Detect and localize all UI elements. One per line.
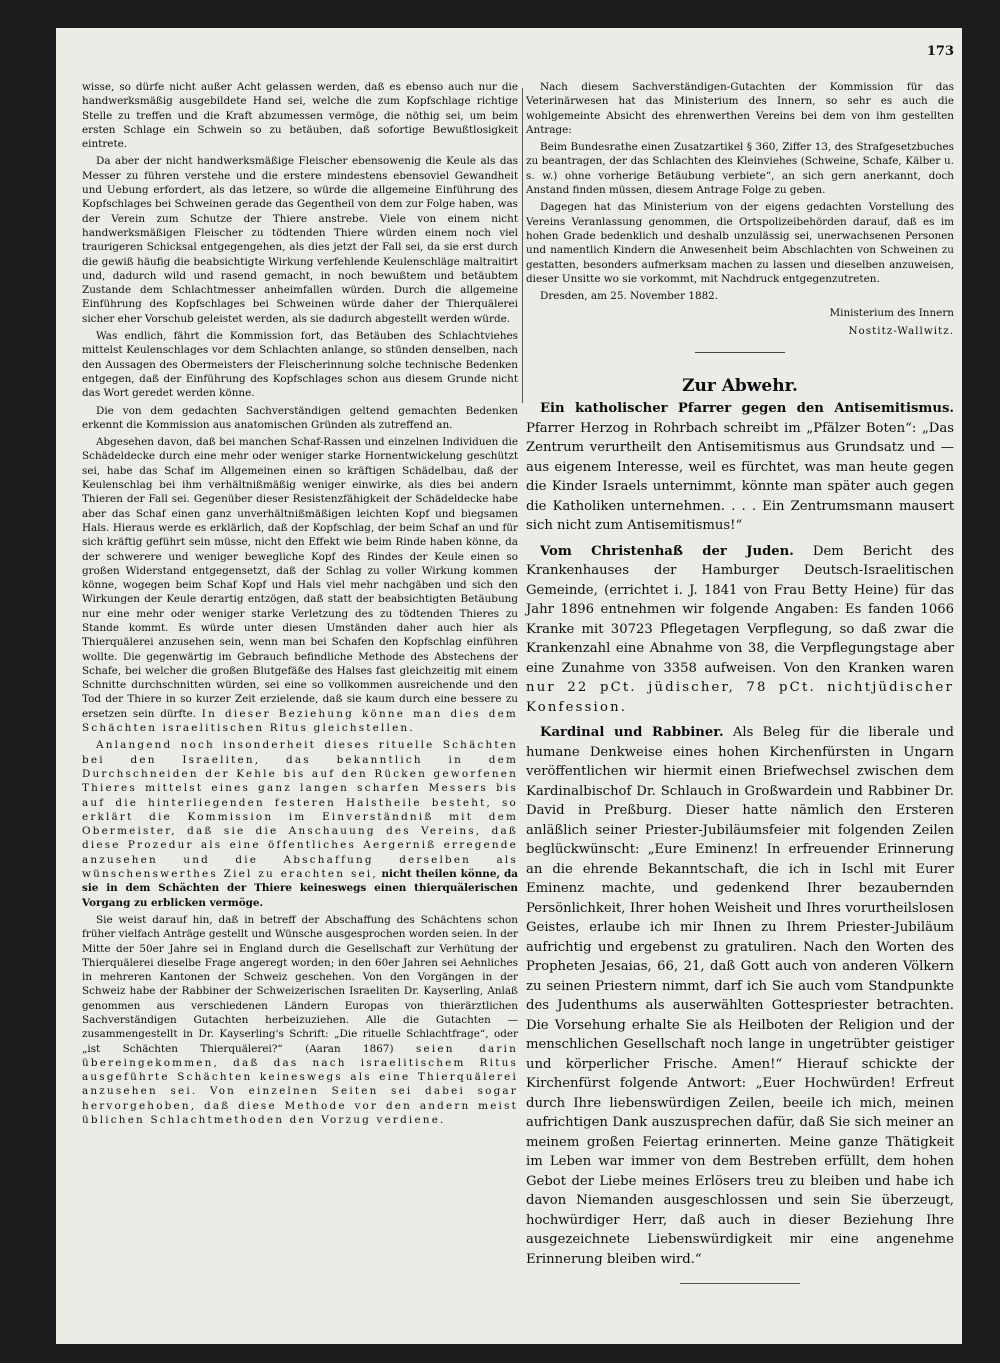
article xyxy=(526,723,954,1269)
paragraph-text: Sie weist darauf hin, daß in betreff der Abschaffung des Schächtens schon früher vielfach Anträge gestellt und Wünsche ausgesprochen worden seien. In der Mitte der 50er Jahre sei in England durch die Gesellschaft zur Verhütung der Thierquälerei dieselbe Frage angeregt worden; in den 60er Jahren sei Aehnliches in mehreren Kantonen der Schweiz geschehen. Von den Vorgängen in der Schweiz habe der Rabbiner der Schweizerischen Israeliten Dr. Kayserling, Anlaß genommen aus verschiedenen Ländern Europas von thierärztlichen Sachverständigen Gutachten herbeizuziehen. Alle die Gutachten — zusammengestellt in Dr. Kayserling's Schrift: „Die rituelle Schlachtfrage“, oder „ist Schächten Thierquälerei?“ (Aaran 1867) xyxy=(82,913,518,1055)
dateline: Dresden, am 25. November 1882. xyxy=(540,290,719,303)
article-heading: Kardinal und Rabbiner. xyxy=(540,725,724,741)
spaced-text: Anlangend noch insonderheit dieses rituelle Schächten bei den Israeliten, das bekanntlich in dem Durchschneiden der Kehle bis auf den Rücken geworfenen Thieres mittelst eines ganz langen scharfen Messers bis auf die hinterliegenden festeren Halstheile besteht, so erklärt die Kommission im Einverständniß mit dem Obermeister, daß sie die Anschauung des Vereins, daß diese Prozedur als eine öffentliches Aergerniß erregende anzusehen und die Abschaffung derselben als wünschenswerthes Ziel zu erachten sei, xyxy=(82,739,518,881)
article-body: Pfarrer Herzog in Rohrbach schreibt im „Pfälzer Boten“: „Das Zentrum verurtheilt den Antisemitismus aus Grundsatz und — aus eigenem Interesse, weil es fürchtet, was man heute gegen die Kinder Israels unternimmt, könnte man später auch gegen die Katholiken unternehmen. . . . Ein Zentrumsmann mausert sich nicht zum Antisemitismus!“ xyxy=(526,420,954,534)
paragraph: wisse, so dürfe nicht außer Acht gelassen werden, daß es ebenso auch nur die handwerksmäßig ausgebildete Hand sei, welche die zum Kopfschlage richtige Stelle zu treffen und die Kraft abzumessen vermöge, die nöthig sei, um beim ersten Schlage ein Schwein so zu betäuben, daß sofortige Bewußtlosigkeit eintrete. xyxy=(82,81,518,151)
paragraph xyxy=(82,738,518,910)
paragraph: Nach diesem Sachverständigen-Gutachten der Kommission für das Veterinärwesen hat das Ministerium des Innern, so sehr es auch die wohlgemeinte Absicht des ehrenwerthen Vereins bei dem von ihm gestellten Antrage: xyxy=(526,81,954,136)
paragraph: Beim Bundesrathe einen Zusatzartikel § 360, Ziffer 13, des Strafgesetzbuches zu beantragen, der das Schlachten des Kleinviehes (Schweine, Schafe, Kälber u. s. w.) ohne vorherige Betäubung verbiete“, an sich gern anerkannt, doch Anstand finden müssen, diesem Antrage Folge zu geben. xyxy=(526,141,954,197)
spaced-text: nur 22 pCt. jüdischer, 78 pCt. nichtjüdischer Konfession. xyxy=(526,680,954,715)
right-column xyxy=(526,80,954,1284)
signature-name: Nostitz-Wallwitz. xyxy=(848,324,954,337)
left-column xyxy=(82,80,518,1130)
article-heading: Ein katholischer Pfarrer gegen den Antisemitismus. xyxy=(540,401,954,417)
article-body: Als Beleg für die liberale und humane Denkweise eines hohen Kirchenfürsten in Ungarn veröffentlichen wir hiermit einen Briefwechsel zwischen dem Kardinalbischof Dr. Schlauch in Großwardein und Rabbiner Dr. David in Preßburg. Dieser hatte nämlich den Ersteren anläßlich seiner Priester-Jubiläumsfeier mit folgenden Zeilen beglückwünscht: „Eure Eminenz! In erfreuender Erinnerung an die ehrende Bekanntschaft, die ich in Ischl mit Eurer Eminenz machte, und gedenkend Ihrer bezaubernden Persönlichkeit, Ihrer hohen Weisheit und Ihres vorurtheilslosen Geistes, erlaube ich mir Ihnen zu Ihrem Priester-Jubiläum aufrichtig und ergebenst zu gratuliren. Nach den Worten des Propheten Jesaias, 66, 21, daß Gott auch von anderen Völkern zu seinen Priestern nimmt, darf ich Sie auch vom Standpunkte des Judenthums als auserwählten Gottespriester betrachten. Die Vorsehung erhalte Sie als Heilboten der Religion und der menschlichen Gesellschaft noch lange in ungetrübter geistiger und körperlicher Frische. Amen!“ Hierauf schickte der Kirchenfürst folgende Antwort: „Euer Hochwürden! Erfreut durch Ihre liebenswürdigen Zeilen, beeile ich mich, meinen aufrichtigen Dank auszusprechen dafür, daß Sie sich meiner an meinem großen Feiertag erinnerten. Meine ganze Thätigkeit im Leben war immer von dem Bestreben erfüllt, dem hohen Gebot der Liebe meines Erlösers treu zu bleiben und habe ich davon Niemanden ausgeschlossen und sein Sie überzeugt, hochwürdiger Herr, daß auch in dieser Beziehung Ihre ausgezeichnete Liebenswürdigkeit mir eine angenehme Erinnerung bleiben wird.“ xyxy=(526,725,954,1267)
article-body: Dem Bericht des Krankenhauses der Hamburger Deutsch-Israelitischen Gemeinde, (errichtet i. J. 1841 von Frau Betty Heine) für das Jahr 1896 entnehmen wir folgende Angaben: Es fanden 1066 Kranke mit 30723 Pflegetagen Verpflegung, so daß zwar die Krankenzahl eine Abnahme von 38, die Verpflegungstage aber eine Zunahme von 3358 aufweisen. Von den Kranken waren xyxy=(526,543,954,676)
paragraph: Was endlich, fährt die Kommission fort, das Betäuben des Schlachtviehes mittelst Keulenschlages vor dem Schlachten anlange, so stünden denselben, nach den Aussagen des Obermeisters der Fleischerinnung solche technische Bedenken entgegen, daß der Einführung des Kopfschlages schon aus diesem Grunde nicht das Wort geredet werden könne. xyxy=(82,330,518,400)
paragraph: Dagegen hat das Ministerium von der eigens gedachten Vorstellung des Vereins Veranlassung genommen, die Ortspolizeibehörden darauf, daß es im hohen Grade bedenklich und deshalb unzulässig sei, unerwachsenen Personen und namentlich Kindern die Anwesenheit beim Abschlachten von Schweinen zu gestatten, besonders aufmerksam machen zu lassen und dieselben anzuweisen, dieser Unsitte wo sie vorkommt, mit Nachdruck entgegenzutreten. xyxy=(526,201,954,285)
end-rule xyxy=(680,1283,800,1284)
articles xyxy=(526,399,954,1269)
paragraph xyxy=(82,435,518,735)
paragraph xyxy=(82,913,518,1127)
paragraph: Da aber der nicht handwerksmäßige Fleischer ebensowenig die Keule als das Messer zu führen verstehe und die erstere mindestens ebensoviel Gewandheit und Uebung erfordert, als das letzere, so würde die allgemeine Einführung des Kopfschlages bei Schweinen gerade das Gegentheil von dem zur Folge haben, was der Verein zum Schutze der Thiere anstrebe. Viele von einem nicht handwerksmäßigen Fleischer zu tödtenden Thiere würden einem noch viel traurigeren Schicksal entgegengehen, als dies jetzt der Fall sei, da sie erst durch die gewiß häufig die beabsichtigte Wirkung verfehlende Keulenschläge maltraitirt und, dadurch wild und rasend gemacht, in noch bewußtem und betäubtem Zustande dem Schlachtmesser anheimfallen würden. Durch die allgemeine Einführung des Kopfschlages bei Schweinen würde daher der Thierquälerei sicher eher Vorschub geleistet werden, als sie dadurch abgestellt werden würde. xyxy=(82,155,518,325)
paragraph: Die von dem gedachten Sachverständigen geltend gemachten Bedenken erkennt die Kommission aus anatomischen Gründen als zutreffend an. xyxy=(82,404,518,431)
column-divider xyxy=(522,88,523,403)
article xyxy=(526,399,954,536)
page-number: 173 xyxy=(926,44,954,59)
spaced-text: seien darin übereingekommen, daß das nach israelitischem Ritus ausgeführte Schächten keineswegs als eine Thierquälerei anzusehen sei. Von einzelnen Seiten sei dabei sogar hervorgehoben, daß diese Methode vor den andern meist üblichen Schlachtmethoden den Vorzug verdiene. xyxy=(82,1042,518,1127)
article xyxy=(526,542,954,718)
signature-line: Ministerium des Innern xyxy=(829,307,954,320)
article-heading: Vom Christenhaß der Juden. xyxy=(540,543,794,559)
paragraph-text: Abgesehen davon, daß bei manchen Schaf-Rassen und einzelnen Individuen die Schädeldecke durch eine mehr oder weniger starke Hornentwickelung geschützt sei, habe das Schaf im Allgemeinen einen so kräftigen Schädelbau, daß der Keulenschlag bei ihm verhältnißmäßig weniger einwirke, als dies bei andern Thieren der Fall sei. Gegenüber dieser Resistenzfähigkeit der Schädeldecke habe aber das Schaf einen ganz unverhältnißmäßigen leichten Kopf und biegsamen Hals. Hieraus werde es erklärlich, daß der Kopfschlag, der beim Schaf an und für sich kräftig geführt sein müsse, nicht den Effekt wie beim Rinde haben könne, da der schwerere und weniger bewegliche Kopf des Rindes der Keule einen so großen Widerstand entgegensetzt, daß der Schlag zu voller Wirkung kommen könne, wogegen beim Schaf Kopf und Hals viel mehr nachgäben und sich den Wirkungen der Keule derartig entzögen, daß statt der beabsichtigten Betäubung nur eine mehr oder weniger starke Verletzung des zu tödtenden Thieres zu Stande kommt. Es würde unter diesen Umständen daher auch hier als Thierquälerei anzusehen sein, wenn man bei Schafen den Kopfschlag einführen wollte. Die gegenwärtig im Gebrauch befindliche Methode des Abstechens der Schafe, bei welcher die großen Blutgefäße des Halses fast gleichzeitig mit einem Schnitte durchschnitten würden, sei eine so vollkommen ausreichende und den Tod der Thiere in so kurzer Zeit erzielende, daß sie kaum durch eine bessere zu ersetzen sein dürfte. xyxy=(82,436,518,720)
divider-rule xyxy=(695,352,785,353)
newspaper-page xyxy=(56,28,962,1344)
section-title: Zur Abwehr. xyxy=(682,376,798,397)
spaced-text: In dieser Beziehung könne man dies dem Schächten israelitischen Ritus gleichstellen. xyxy=(82,707,518,735)
bold-clause: nicht theilen könne, da sie in dem Schächten der Thiere keineswegs einen thierquälerischen Vorgang zu erblicken vermöge. xyxy=(82,868,518,909)
